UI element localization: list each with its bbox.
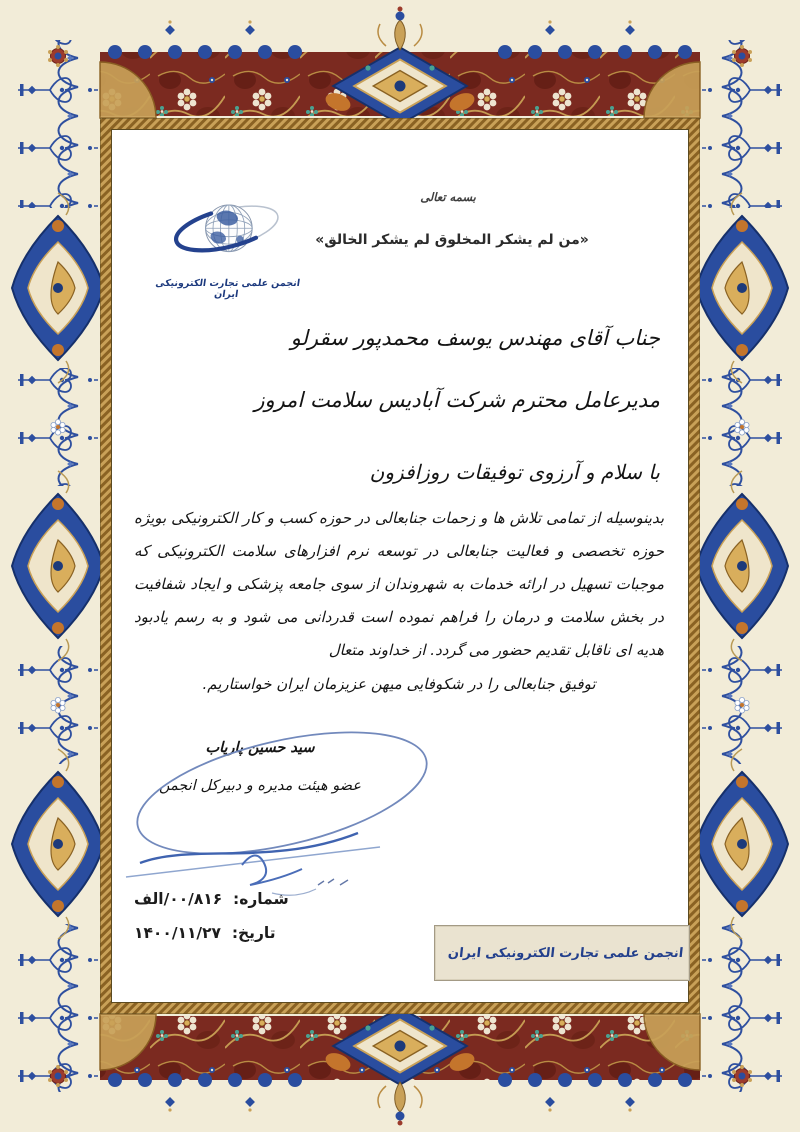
footer-globe-logo-icon [441, 934, 442, 972]
side-medallions-right [694, 193, 790, 939]
hadith-quote: «من لم یشکر المخلوق لم یشکر الخالق» [315, 232, 589, 248]
reference-number-line [134, 882, 364, 916]
recipient-title-line: مدیرعامل محترم شرکت آبادیس سلامت امروز [254, 388, 660, 412]
reference-date-value: ۱۴۰۰/۱۱/۲۷ [134, 924, 222, 942]
side-medallions-left [10, 193, 106, 939]
association-logo-caption: انجمن علمی تجارت الکترونیکی ایران [154, 278, 301, 300]
footer-org-name: انجمن علمی تجارت الکترونیکی ایران [446, 945, 684, 961]
reference-number-label: شماره: [233, 890, 289, 908]
signer-title: عضو هیئت مدیره و دبیرکل انجمن [158, 778, 361, 794]
reference-date-line [134, 916, 364, 950]
reference-date-label: تاریخ: [231, 924, 276, 942]
reference-block [134, 882, 364, 950]
association-logo-block [142, 192, 312, 300]
letter-closing-line: توفیق جنابعالی را در شکوفایی میهن عزیزمان ایران خواستاریم. [202, 675, 596, 693]
crown-finial-top [378, 7, 422, 51]
signer-name: سید حسین پاریاب [205, 740, 315, 756]
footer-org-banner [434, 925, 690, 981]
letter-body-paragraph: بدینوسیله از تمامی تلاش ها و زحمات جنابعالی در حوزه کسب و کار الکترونیکی بویژه حوزه تخصصی و فعالیت جنابعالی در توسعه نرم افزارهای سلامت الکترونیکی که موجبات تسهیل در ارائه خدمات به شهروندان از سوی جامعه پزشکی و ایجاد شفافیت در بخش سلامت و درمان را فراهم نموده است قدردانی می شود و به رسم یادبود هدیه ای ناقابل تقدیم حضور می گردد. از خداوند متعال [134, 509, 664, 659]
salutation-line: با سلام و آرزوی توفیقات روزافزون [369, 460, 660, 484]
association-globe-logo-icon [171, 192, 283, 272]
recipient-name-line: جناب آقای مهندس یوسف محمدپور سقرلو [290, 326, 660, 350]
pendant-finial-bottom [378, 1082, 422, 1126]
reference-number-value: ۰۰/۸۱۶/الف [134, 890, 223, 908]
bismillah-text: بسمه تعالی [420, 190, 476, 204]
letter-content-area [112, 130, 688, 1002]
